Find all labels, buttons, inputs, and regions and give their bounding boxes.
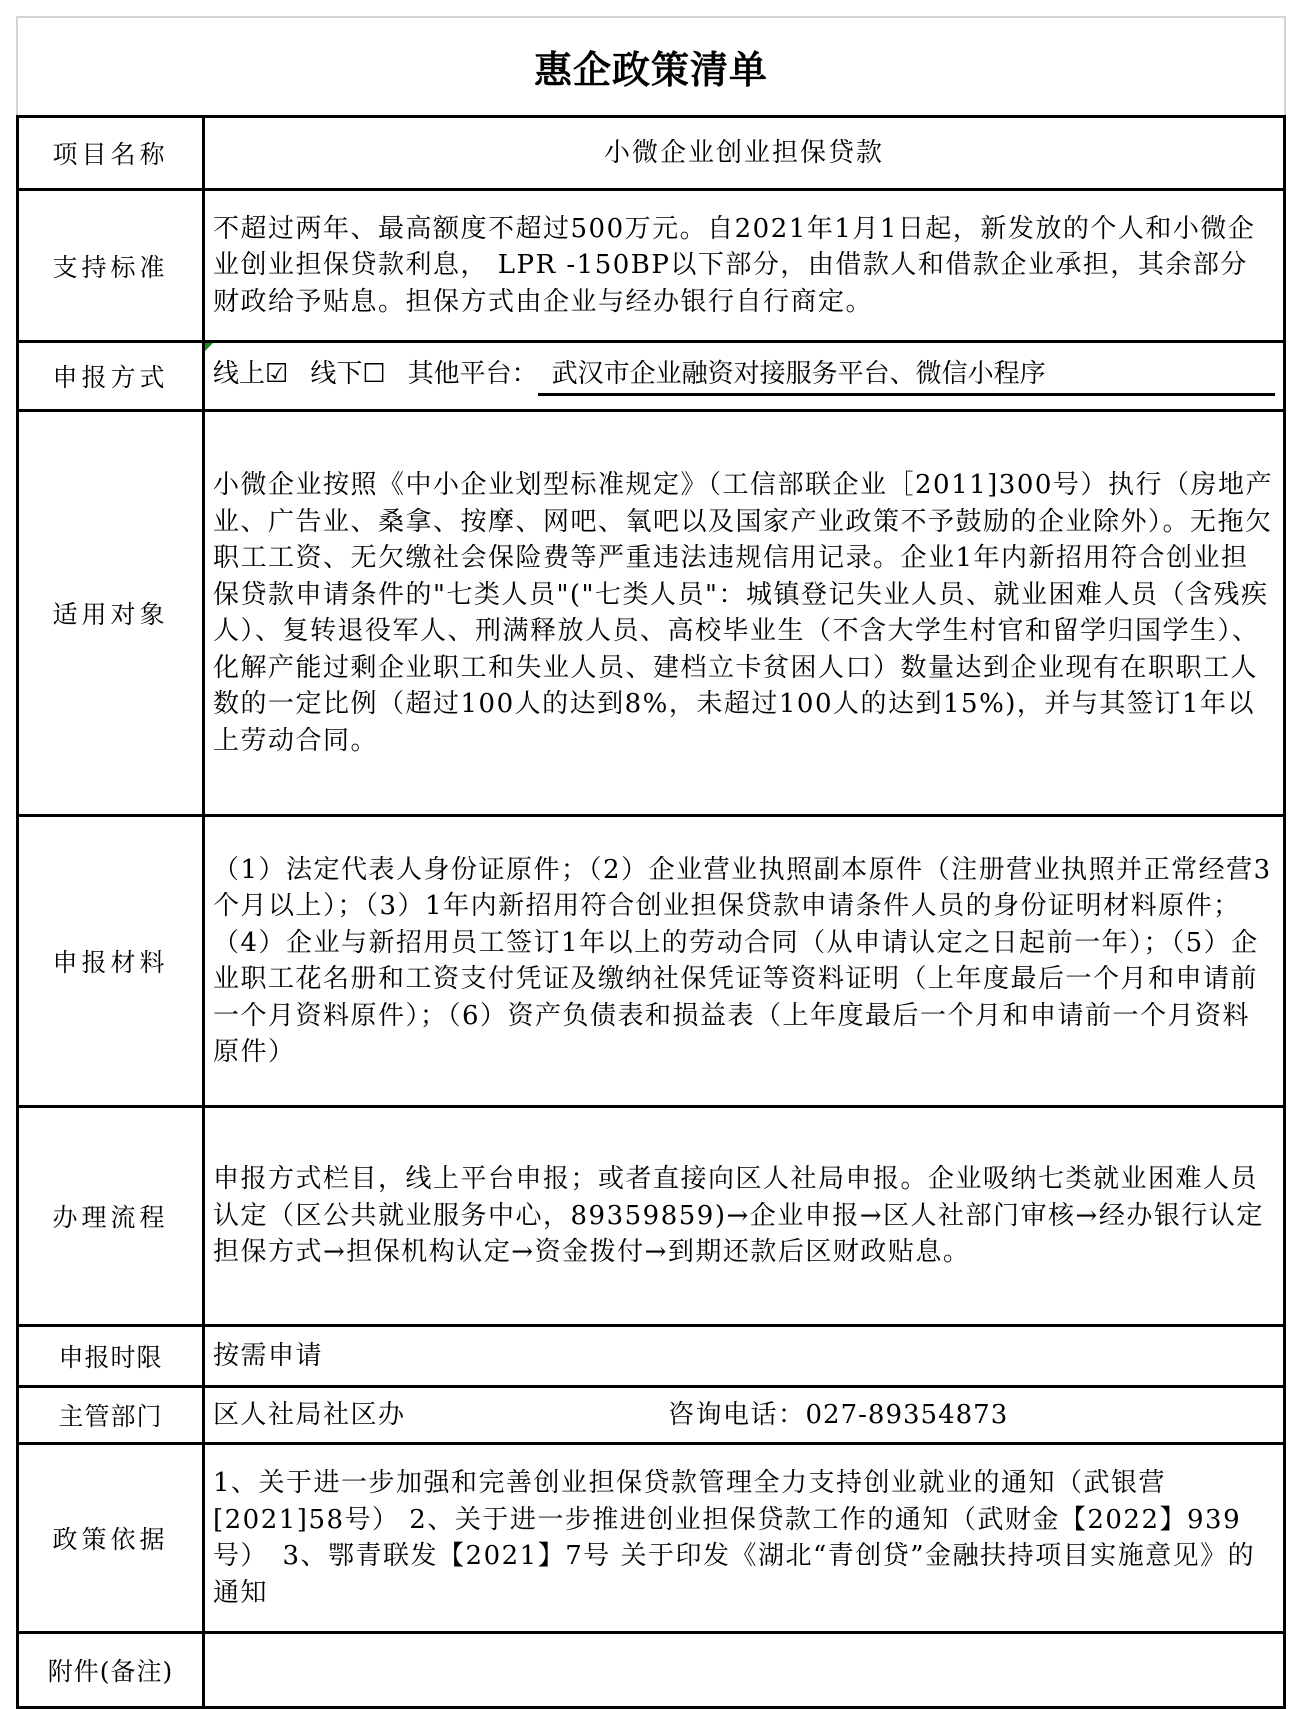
row-attachment <box>18 1633 1285 1708</box>
department-name: 区人社局社区办 <box>213 1399 406 1430</box>
label-process: 办理流程 <box>18 1107 204 1326</box>
option-offline-unchecked: 线下☐ <box>310 359 386 390</box>
title-row <box>16 16 1286 115</box>
label-application-method: 申报方式 <box>18 342 204 411</box>
value-deadline[interactable]: 按需申请 <box>204 1326 1285 1387</box>
row-department <box>18 1387 1285 1444</box>
label-department: 主管部门 <box>18 1387 204 1444</box>
label-policy-basis: 政策依据 <box>18 1444 204 1633</box>
row-support-standard <box>18 190 1285 342</box>
row-policy-basis <box>18 1444 1285 1633</box>
value-process[interactable]: 申报方式栏目，线上平台申报；或者直接向区人社局申报。企业吸纳七类就业困难人员认定（区公共就业服务中心，89359859)→企业申报→区人社部门审核→经办银行认定担保方式→担保机构认定→资金拨付→到期还款后区财政贴息。 <box>204 1107 1285 1326</box>
value-department[interactable] <box>204 1387 1285 1444</box>
row-applicable-targets <box>18 411 1285 816</box>
other-platform-label: 其他平台： <box>407 359 538 390</box>
label-deadline: 申报时限 <box>18 1326 204 1387</box>
label-applicable-targets: 适用对象 <box>18 411 204 816</box>
value-policy-basis[interactable]: 1、关于进一步加强和完善创业担保贷款管理全力支持创业就业的通知（武银营[2021]58号） 2、关于进一步推进创业担保贷款工作的通知（武财金【2022】939号） 3、鄂青联发【2021】7号 关于印发《湖北“青创贷”金融扶持项目实施意见》的通知 <box>204 1444 1285 1633</box>
row-process <box>18 1107 1285 1326</box>
value-materials[interactable]: （1）法定代表人身份证原件；（2）企业营业执照副本原件（注册营业执照并正常经营3个月以上）；（3）1年内新招用符合创业担保贷款申请条件人员的身份证明材料原件；（4）企业与新招用员工签订1年以上的劳动合同（从申请认定之日起前一年）；（5）企业职工花名册和工资支付凭证及缴纳社保凭证等资料证明（上年度最后一个月和申请前一个月资料原件）；（6）资产负债表和损益表（上年度最后一个月和申请前一个月资料原件） <box>204 816 1285 1107</box>
comment-indicator-icon <box>205 343 213 351</box>
phone-number: 027-89354873 <box>805 1399 1009 1430</box>
policy-sheet <box>16 16 1286 1709</box>
label-materials: 申报材料 <box>18 816 204 1107</box>
label-attachment: 附件(备注) <box>18 1633 204 1708</box>
label-project-name: 项目名称 <box>18 117 204 190</box>
label-support-standard: 支持标准 <box>18 190 204 342</box>
page-title: 惠企政策清单 <box>533 48 768 92</box>
row-application-method <box>18 342 1285 411</box>
policy-table <box>16 115 1286 1709</box>
value-applicable-targets[interactable]: 小微企业按照《中小企业划型标准规定》（工信部联企业［2011]300号）执行（房地产业、广告业、桑拿、按摩、网吧、氧吧以及国家产业政策不予鼓励的企业除外）。无拖欠职工工资、无欠缴社会保险费等严重违法违规信用记录。企业1年内新招用符合创业担保贷款申请条件的"七类人员"("七类人员"：城镇登记失业人员、就业困难人员（含残疾人）、复转退役军人、刑满释放人员、高校毕业生（不含大学生村官和留学归国学生）、化解产能过剩企业职工和失业人员、建档立卡贫困人口）数量达到企业现有在职职工人数的一定比例（超过100人的达到8%，未超过100人的达到15%)，并与其签订1年以上劳动合同。 <box>204 411 1285 816</box>
value-attachment[interactable] <box>204 1633 1285 1708</box>
value-application-method[interactable] <box>204 342 1285 411</box>
row-deadline <box>18 1326 1285 1387</box>
phone-label: 咨询电话： <box>668 1399 806 1430</box>
method-options <box>213 356 1275 396</box>
row-project-name <box>18 117 1285 190</box>
value-project-name[interactable]: 小微企业创业担保贷款 <box>204 117 1285 190</box>
value-support-standard[interactable]: 不超过两年、最高额度不超过500万元。自2021年1月1日起，新发放的个人和小微企业创业担保贷款利息， LPR -150BP以下部分，由借款人和借款企业承担，其余部分财政给予贴息。担保方式由企业与经办银行自行商定。 <box>204 190 1285 342</box>
other-platform-value: 武汉市企业融资对接服务平台、微信小程序 <box>538 356 1275 396</box>
department-line <box>213 1397 1275 1434</box>
option-online-checked: 线上☑ <box>213 359 289 390</box>
row-materials <box>18 816 1285 1107</box>
